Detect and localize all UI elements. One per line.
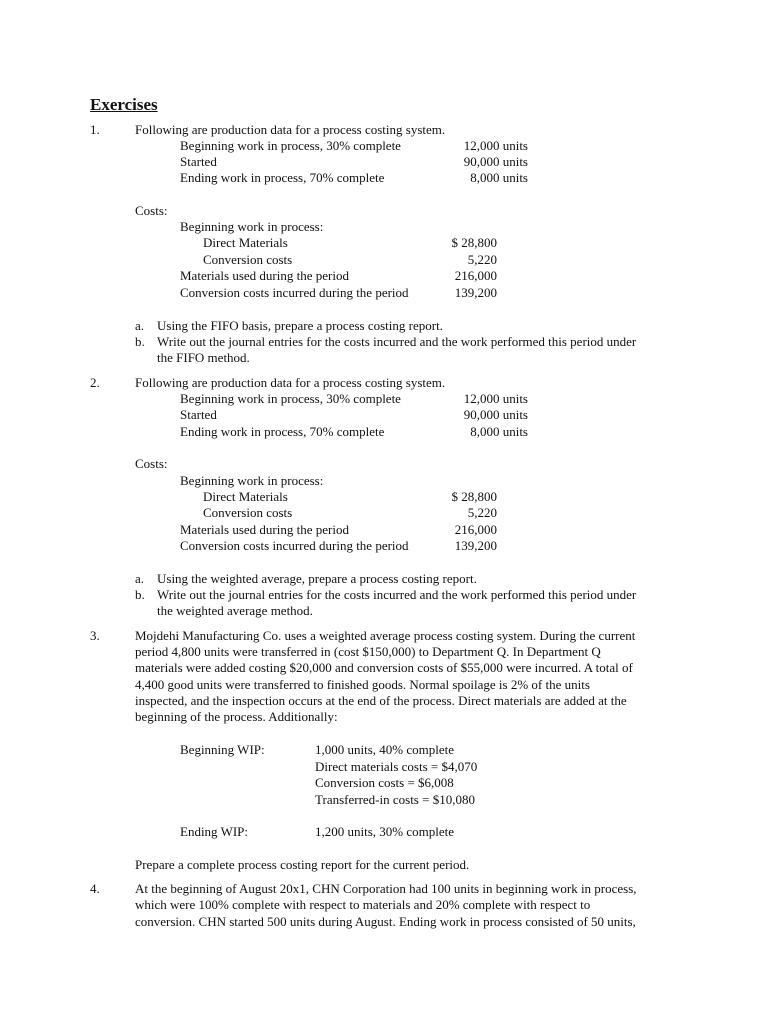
ex1-bwip-label: Beginning work in process: <box>180 219 324 234</box>
ex2-conversion-label: Conversion costs incurred during the period <box>180 538 409 553</box>
exercise-2-number: 2. <box>90 375 100 390</box>
ex2-prod-label: Ending work in process, 70% complete <box>180 424 385 439</box>
ex1-cc-label: Conversion costs <box>203 252 293 267</box>
ex3-bwip-line: 1,000 units, 40% complete <box>315 742 455 757</box>
ex3-bwip-line: Conversion costs = $6,008 <box>315 775 454 790</box>
ex4-paragraph-line: conversion. CHN started 500 units during August. Ending work in process consisted of 50 units, <box>135 914 636 929</box>
ex1-prod-value: 12,000 units <box>463 138 528 153</box>
ex3-paragraph-line: inspected, and the inspection occurs at the end of the process. Direct materials are added at the <box>135 693 627 708</box>
ex2-dm-label: Direct Materials <box>203 489 288 504</box>
exercise-1-number: 1. <box>90 122 100 137</box>
ex3-paragraph-line: materials were added costing $20,000 and conversion costs of $55,000 were incurred. A total of <box>135 660 633 675</box>
ex1-materials-label: Materials used during the period <box>180 268 349 283</box>
ex1-b-text: the FIFO method. <box>157 350 250 365</box>
ex2-costs-label: Costs: <box>135 456 168 471</box>
ex3-ewip-label: Ending WIP: <box>180 824 249 839</box>
ex3-paragraph-line: beginning of the process. Additionally: <box>135 709 338 724</box>
ex1-dm-label: Direct Materials <box>203 235 288 250</box>
ex3-paragraph-line: period 4,800 units were transferred in (cost $150,000) to Department Q. In Department Q <box>135 644 601 659</box>
ex3-bwip-line: Transferred-in costs = $10,080 <box>315 792 475 807</box>
exercise-3-number: 3. <box>90 628 100 643</box>
ex2-prod-value: 8,000 units <box>470 424 528 439</box>
ex2-b-text: the weighted average method. <box>157 603 313 618</box>
ex2-cc-label: Conversion costs <box>203 505 293 520</box>
ex1-prod-label: Beginning work in process, 30% complete <box>180 138 401 153</box>
ex1-prod-value: 8,000 units <box>470 170 528 185</box>
ex3-paragraph-line: 4,400 good units were transferred to finished goods. Normal spoilage is 2% of the units <box>135 677 590 692</box>
ex2-materials-label: Materials used during the period <box>180 522 349 537</box>
exercise-2-intro: Following are production data for a process costing system. <box>135 375 446 390</box>
ex2-prod-label: Beginning work in process, 30% complete <box>180 391 401 406</box>
ex1-prod-label: Ending work in process, 70% complete <box>180 170 385 185</box>
exercise-4-number: 4. <box>90 881 100 896</box>
ex2-materials-value: 216,000 <box>454 522 497 537</box>
ex4-paragraph-line: At the beginning of August 20x1, CHN Corporation had 100 units in beginning work in process, <box>135 881 637 896</box>
ex1-costs-label: Costs: <box>135 203 168 218</box>
ex2-conversion-value: 139,200 <box>454 538 497 553</box>
ex1-b-text: Write out the journal entries for the costs incurred and the work performed this period under <box>157 334 637 349</box>
ex2-b-text: Write out the journal entries for the costs incurred and the work performed this period under <box>157 587 637 602</box>
ex1-conversion-value: 139,200 <box>454 285 497 300</box>
ex3-ewip-value: 1,200 units, 30% complete <box>315 824 455 839</box>
ex2-dm-value: $ 28,800 <box>451 489 497 504</box>
ex1-materials-value: 216,000 <box>454 268 497 283</box>
ex1-cc-value: 5,220 <box>467 252 497 267</box>
ex1-prod-label: Started <box>180 154 217 169</box>
ex3-closing: Prepare a complete process costing report for the current period. <box>135 857 470 872</box>
exercise-1-intro: Following are production data for a process costing system. <box>135 122 446 137</box>
ex3-bwip-label: Beginning WIP: <box>180 742 265 757</box>
ex3-bwip-line: Direct materials costs = $4,070 <box>315 759 478 774</box>
ex2-a-text: Using the weighted average, prepare a process costing report. <box>157 571 477 586</box>
ex1-dm-value: $ 28,800 <box>451 235 497 250</box>
exercises-heading: Exercises <box>90 95 158 114</box>
ex1-a-letter: a. <box>135 318 145 333</box>
ex2-bwip-label: Beginning work in process: <box>180 473 324 488</box>
ex3-paragraph-line: Mojdehi Manufacturing Co. uses a weighted average process costing system. During the current <box>135 628 636 643</box>
ex2-prod-value: 12,000 units <box>463 391 528 406</box>
ex4-paragraph-line: which were 100% complete with respect to materials and 20% complete with respect to <box>135 897 591 912</box>
ex2-prod-label: Started <box>180 407 217 422</box>
ex2-cc-value: 5,220 <box>467 505 497 520</box>
ex2-b-letter: b. <box>135 587 145 602</box>
ex2-a-letter: a. <box>135 571 145 586</box>
ex1-prod-value: 90,000 units <box>463 154 528 169</box>
ex1-conversion-label: Conversion costs incurred during the period <box>180 285 409 300</box>
ex1-a-text: Using the FIFO basis, prepare a process costing report. <box>157 318 443 333</box>
ex2-prod-value: 90,000 units <box>463 407 528 422</box>
ex1-b-letter: b. <box>135 334 145 349</box>
